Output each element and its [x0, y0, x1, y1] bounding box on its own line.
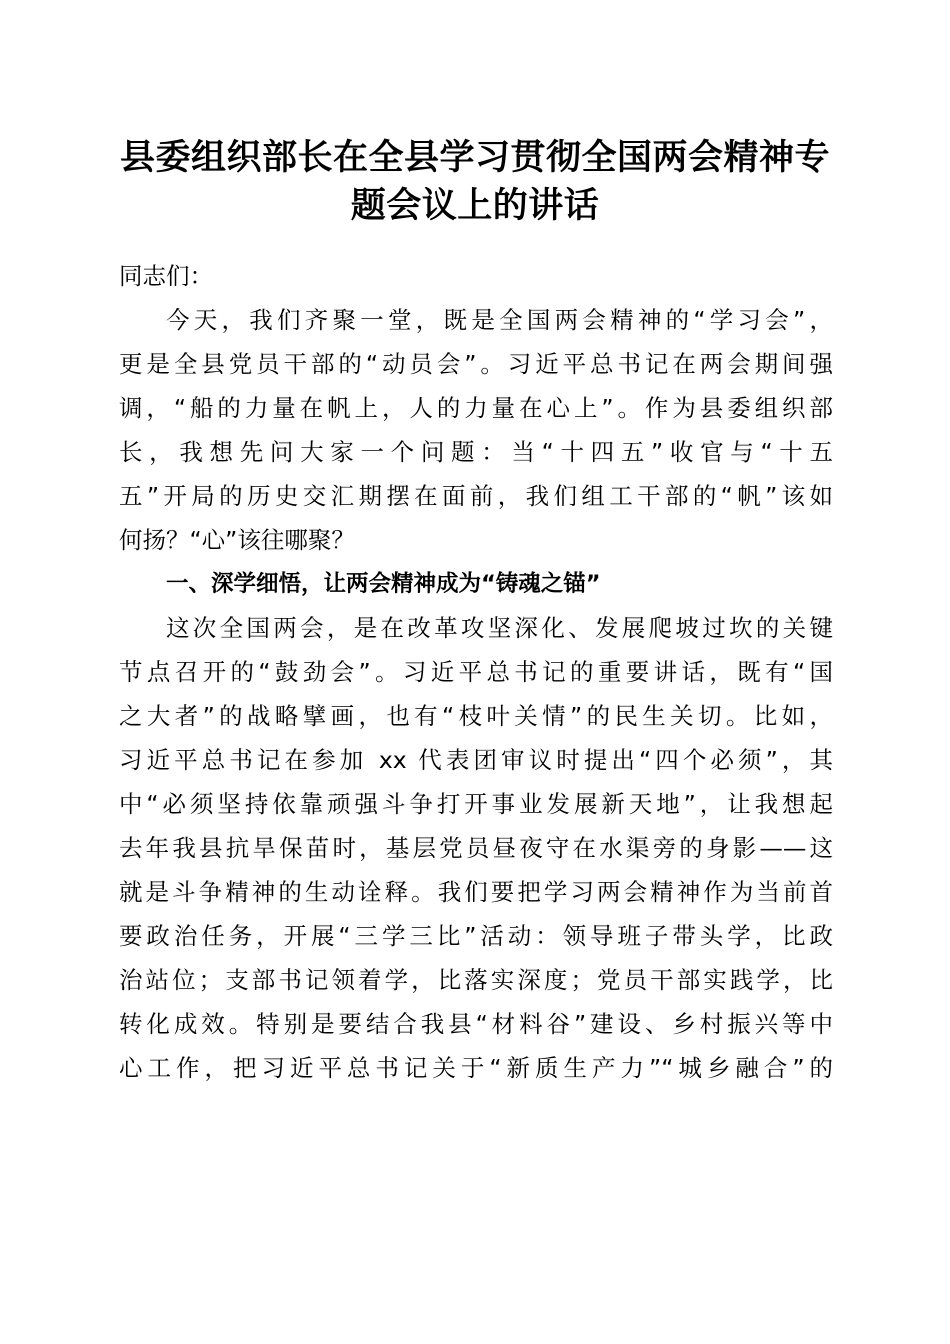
salutation: 同志们：	[119, 262, 213, 290]
paragraph-line: 心工作，把习近平总书记关于“新质生产力”“城乡融合”的	[119, 1054, 833, 1082]
paragraph-line: 就是斗争精神的生动诠释。我们要把学习两会精神作为当前首	[119, 878, 833, 906]
paragraph-line: 长，我想先问大家一个问题：当“十四五”收官与“十五	[119, 438, 833, 466]
paragraph-line: 之大者”的战略擘画，也有“枝叶关情”的民生关切。比如，	[119, 702, 833, 730]
paragraph-line: 转化成效。特别是要结合我县“材料谷”建设、乡村振兴等中	[119, 1010, 833, 1038]
paragraph-line: 调，“船的力量在帆上，人的力量在心上”。作为县委组织部	[119, 394, 833, 422]
paragraph-line: 更是全县党员干部的“动员会”。习近平总书记在两会期间强	[119, 350, 833, 378]
paragraph-line: 去年我县抗旱保苗时，基层党员昼夜守在水渠旁的身影——这	[119, 834, 833, 862]
paragraph-line: 中“必须坚持依靠顽强斗争打开事业发展新天地”，让我想起	[119, 790, 833, 818]
paragraph-line: 今天，我们齐聚一堂，既是全国两会精神的“学习会”，	[166, 306, 833, 334]
paragraph-line: 治站位；支部书记领着学，比落实深度；党员干部实践学，比	[119, 966, 833, 994]
paragraph-line: 五”开局的历史交汇期摆在面前，我们组工干部的“帆”该如	[119, 482, 833, 510]
document-body	[119, 254, 833, 1090]
paragraph-line: 节点召开的“鼓劲会”。习近平总书记的重要讲话，既有“国	[119, 658, 833, 686]
document-title: 县委组织部长在全县学习贯彻全国两会精神专题会议上的讲话	[119, 137, 830, 226]
paragraph-1	[119, 298, 833, 562]
paragraph-line: 习近平总书记在参加 xx 代表团审议时提出“四个必须”，其	[119, 746, 833, 774]
paragraph-line: 这次全国两会，是在改革攻坚深化、发展爬坡过坎的关键	[166, 614, 833, 642]
paragraph-2	[119, 606, 833, 1090]
paragraph-line: 何扬？“心”该往哪聚？	[119, 526, 355, 554]
section-heading: 一、深学细悟，让两会精神成为“铸魂之锚”	[166, 571, 601, 597]
paragraph-line: 要政治任务，开展“三学三比”活动：领导班子带头学，比政	[119, 922, 833, 950]
